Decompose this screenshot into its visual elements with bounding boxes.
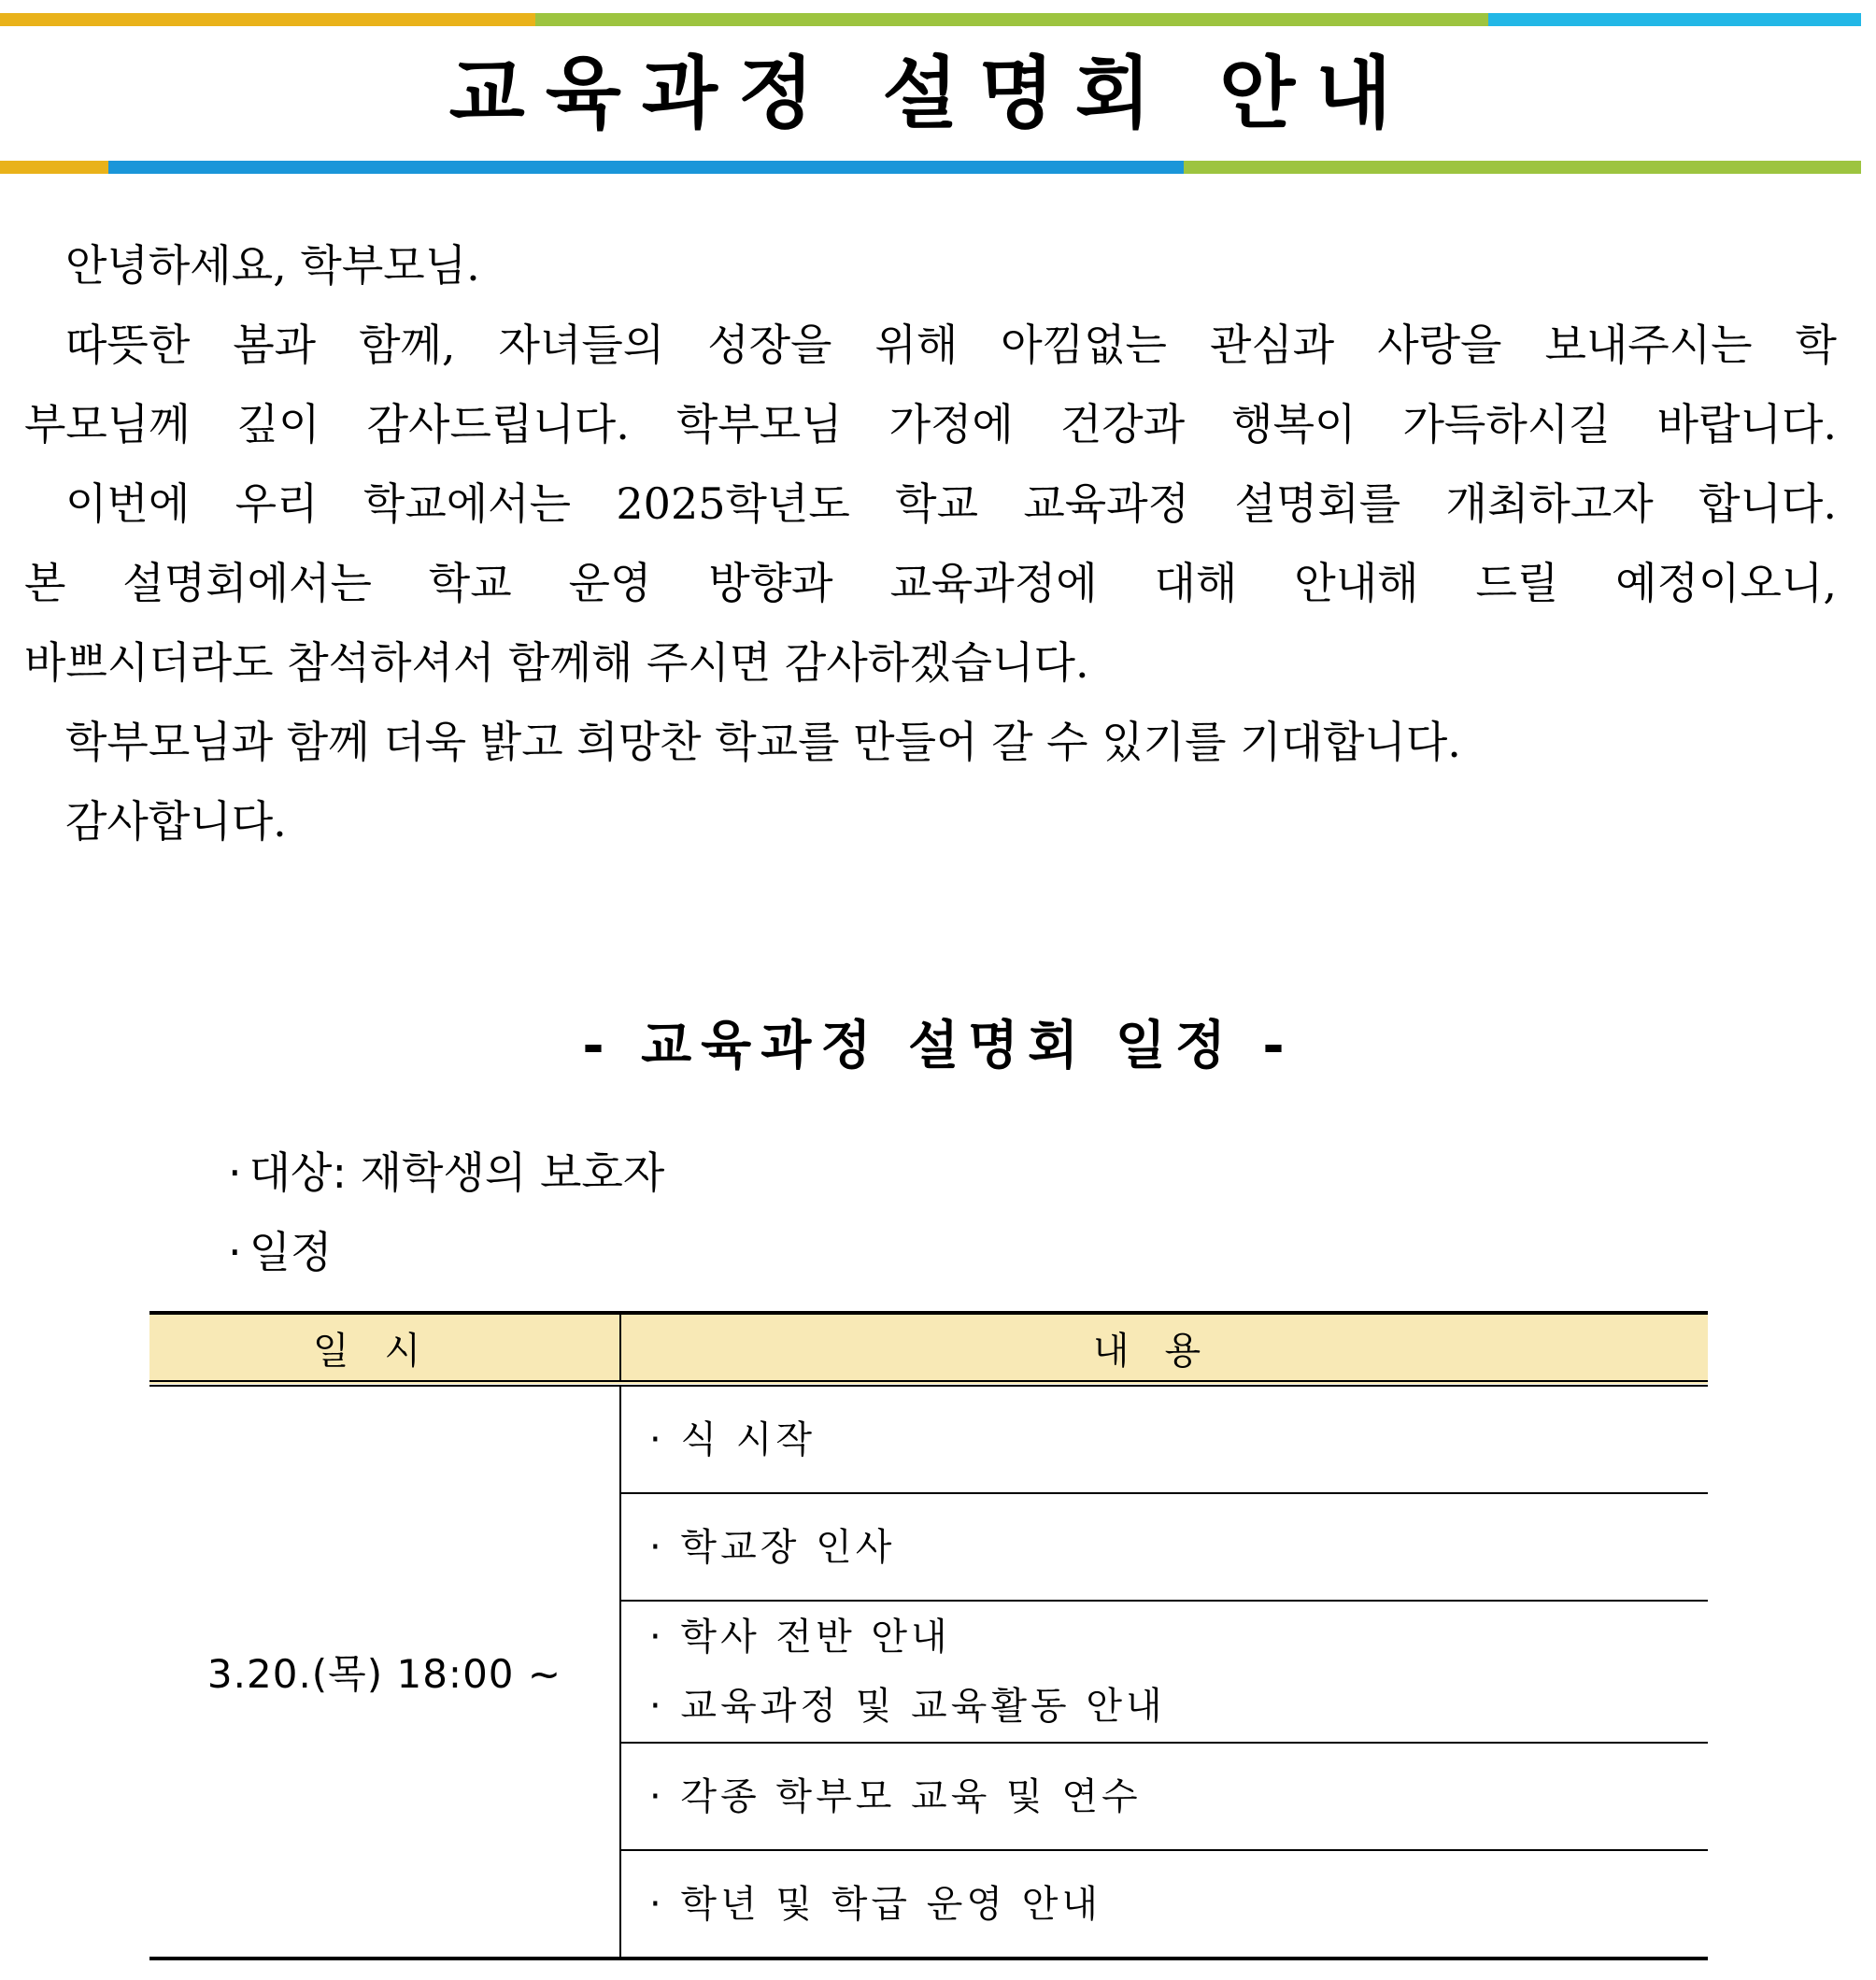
agenda-item <box>620 1743 1708 1850</box>
agenda-item <box>620 1493 1708 1601</box>
schedule-label <box>228 1224 333 1280</box>
paragraph-3: 학부모님과 함께 더욱 밝고 희망찬 학교를 만들어 갈 수 있기를 기대합니다. <box>65 717 1461 767</box>
bottom-bar-green <box>1184 161 1861 174</box>
agenda-item-text: · 교육과정 및 교육활동 안내 <box>649 1685 1166 1728</box>
agenda-item-text: · 학년 및 학급 운영 안내 <box>649 1882 1102 1926</box>
target-info <box>228 1145 664 1201</box>
table-header-row <box>149 1313 1708 1384</box>
top-bar-yellow <box>0 13 535 26</box>
event-time: 3.20.(목) 18:00 ~ <box>149 1384 620 1959</box>
agenda-item-text: · 학교장 인사 <box>649 1525 896 1569</box>
bullet-icon: · <box>228 1227 242 1277</box>
top-color-bar <box>0 13 1861 26</box>
top-bar-green <box>535 13 1488 26</box>
top-bar-cyan <box>1488 13 1861 26</box>
schedule-table <box>149 1311 1708 1960</box>
table-row <box>149 1384 1708 1494</box>
letter-body <box>24 226 1837 862</box>
target-text: 대상: 재학생의 보호자 <box>249 1147 665 1198</box>
paragraph-1-line-2: 부모님께 깊이 감사드립니다. 학부모님 가정에 건강과 행복이 가득하시길 바랍니다. <box>24 399 1837 449</box>
agenda-item-text: · 식 시작 <box>649 1417 817 1461</box>
bullet-icon: · <box>228 1147 242 1198</box>
greeting: 안녕하세요, 학부모님. <box>65 240 480 291</box>
header-time: 일시 <box>149 1313 620 1384</box>
schedule-title: - 교육과정 설명회 일정 - <box>582 1016 1294 1076</box>
agenda-item <box>620 1384 1708 1494</box>
paragraph-1-line-1: 따뜻한 봄과 함께, 자녀들의 성장을 위해 아낌없는 관심과 사랑을 보내주시는 학 <box>65 320 1837 370</box>
paragraph-2-line-2: 본 설명회에서는 학교 운영 방향과 교육과정에 대해 안내해 드릴 예정이오니, <box>24 558 1837 608</box>
paragraph-2-line-1: 이번에 우리 학교에서는 2025학년도 학교 교육과정 설명회를 개최하고자 합니다. <box>65 478 1837 529</box>
bottom-bar-yellow <box>0 161 108 174</box>
agenda-item <box>620 1601 1708 1743</box>
closing: 감사합니다. <box>65 796 287 847</box>
agenda-item-text: · 학사 전반 안내 <box>649 1616 951 1659</box>
schedule-label-text: 일정 <box>249 1227 333 1277</box>
header-content: 내용 <box>620 1313 1708 1384</box>
bottom-bar-blue <box>108 161 1184 174</box>
agenda-item <box>620 1850 1708 1959</box>
page-title: 교육과정 설명회 안내 <box>448 48 1413 139</box>
paragraph-2-line-3: 바쁘시더라도 참석하셔서 함께해 주시면 감사하겠습니다. <box>24 637 1089 688</box>
agenda-item-text: · 각종 학부모 교육 및 연수 <box>649 1774 1142 1818</box>
bottom-color-bar <box>0 161 1861 174</box>
